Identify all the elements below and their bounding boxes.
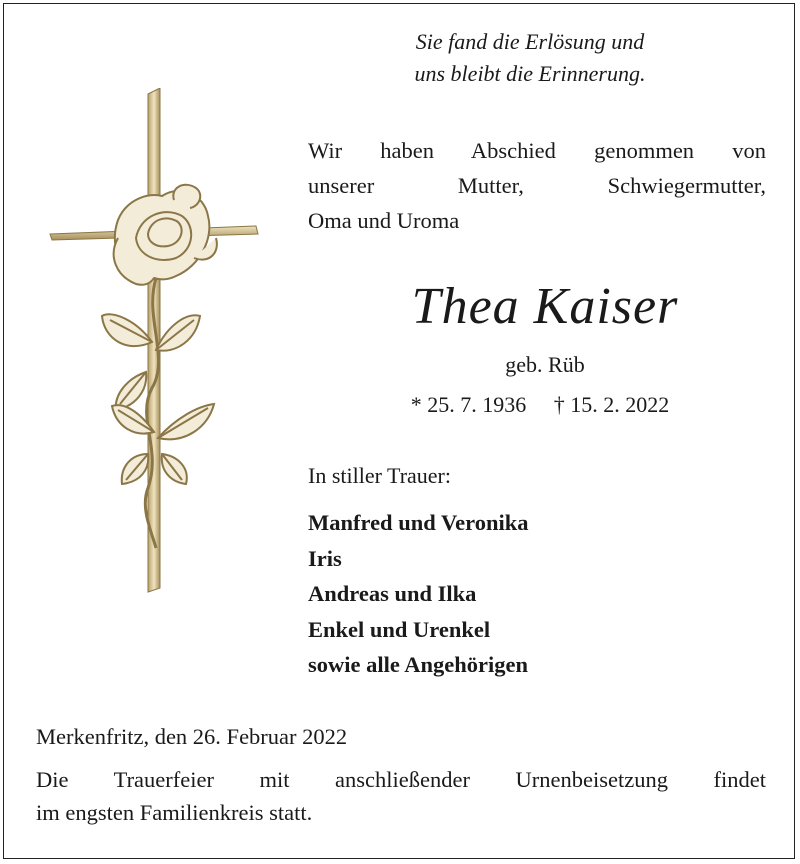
motto xyxy=(380,26,680,90)
death-date: † 15. 2. 2022 xyxy=(553,392,670,417)
place-date: Merkenfritz, den 26. Februar 2022 xyxy=(36,724,348,749)
mourner-name: Manfred und Veronika xyxy=(308,510,529,535)
ceremony-note xyxy=(36,763,766,829)
motto-line-1: Sie fand die Erlösung und xyxy=(415,29,645,54)
mourner-name: sowie alle Angehörigen xyxy=(308,652,528,678)
intro-line-3: Oma und Uroma xyxy=(308,208,460,233)
cross-with-rose-icon xyxy=(44,88,264,598)
deceased-name: Thea Kaiser xyxy=(411,278,679,335)
birth-date: * 25. 7. 1936 xyxy=(410,392,527,417)
mourner-name: Enkel und Urenkel xyxy=(308,616,491,642)
motto-line-2: uns bleibt die Erinnerung. xyxy=(414,61,646,86)
mourner-name: Iris xyxy=(308,545,342,571)
intro-line-1: Wir haben Abschied genommen von xyxy=(308,138,766,163)
mourners-list xyxy=(308,505,529,683)
intro-line-2: unserer Mutter, Schwiegermutter, xyxy=(308,173,766,198)
life-dates xyxy=(340,390,740,420)
ceremony-note-line-1: Die Trauerfeier mit anschließender Urnenbeisetzung findet xyxy=(36,767,766,792)
maiden-name: geb. Rüb xyxy=(505,352,585,377)
mourner-name: Andreas und Ilka xyxy=(308,581,477,607)
ceremony-note-line-2: im engsten Familienkreis statt. xyxy=(36,800,313,825)
intro-text xyxy=(308,133,766,238)
mourners-label: In stiller Trauer: xyxy=(308,463,451,488)
